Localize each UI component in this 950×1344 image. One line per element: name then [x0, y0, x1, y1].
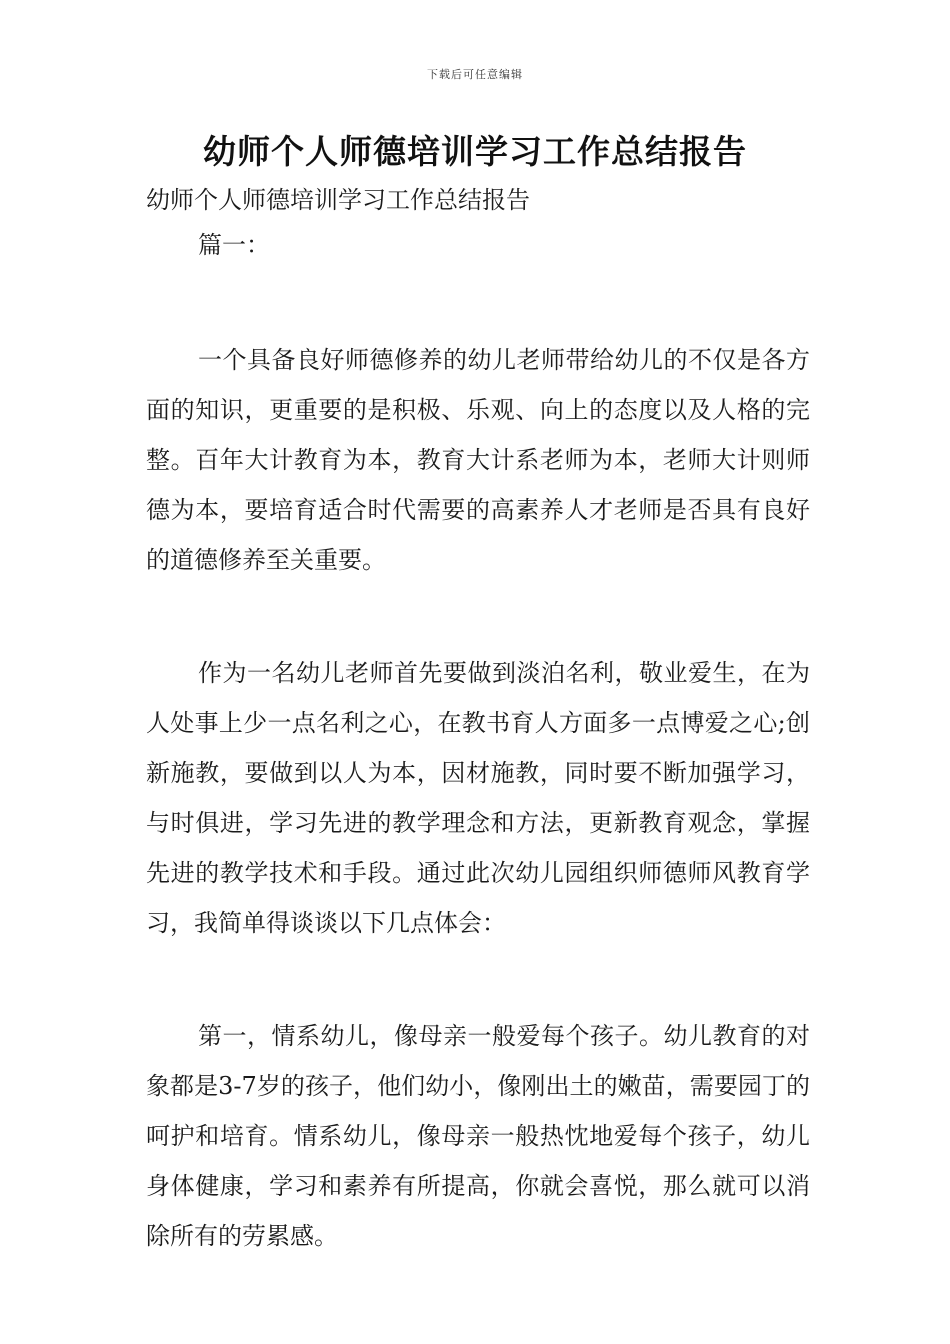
document-body: [146, 182, 810, 1261]
section-label: 篇一：: [198, 231, 270, 259]
body-paragraph: 一个具备良好师德修养的幼儿老师带给幼儿的不仅是各方面的知识，更重要的是积极、乐观、向上的态度以及人格的完整。百年大计教育为本，教育大计系老师为本，老师大计则师德为本，要培育适合时代需要的高素养人才老师是否具有良好的道德修养至关重要。: [146, 346, 810, 574]
body-paragraph: 第一，情系幼儿，像母亲一般爱每个孩子。幼儿教育的对象都是3-7岁的孩子，他们幼小，像刚出土的嫩苗，需要园丁的呵护和培育。情系幼儿，像母亲一般热忱地爱每个孩子，幼儿身体健康，学习和素养有所提高，你就会喜悦，那么就可以消除所有的劳累感。: [146, 1022, 810, 1250]
body-paragraph: 作为一名幼儿老师首先要做到淡泊名利，敬业爱生，在为人处事上少一点名利之心，在教书育人方面多一点博爱之心;创新施教，要做到以人为本，因材施教，同时要不断加强学习，与时俱进，学习先进的教学理念和方法，更新教育观念，掌握先进的教学技术和手段。通过此次幼儿园组织师德师风教育学习，我简单得谈谈以下几点体会：: [146, 659, 810, 937]
document-title: 幼师个人师德培训学习工作总结报告: [203, 132, 747, 171]
document-subtitle: 幼师个人师德培训学习工作总结报告: [146, 186, 530, 214]
header-note: 下载后可任意编辑: [427, 68, 523, 81]
